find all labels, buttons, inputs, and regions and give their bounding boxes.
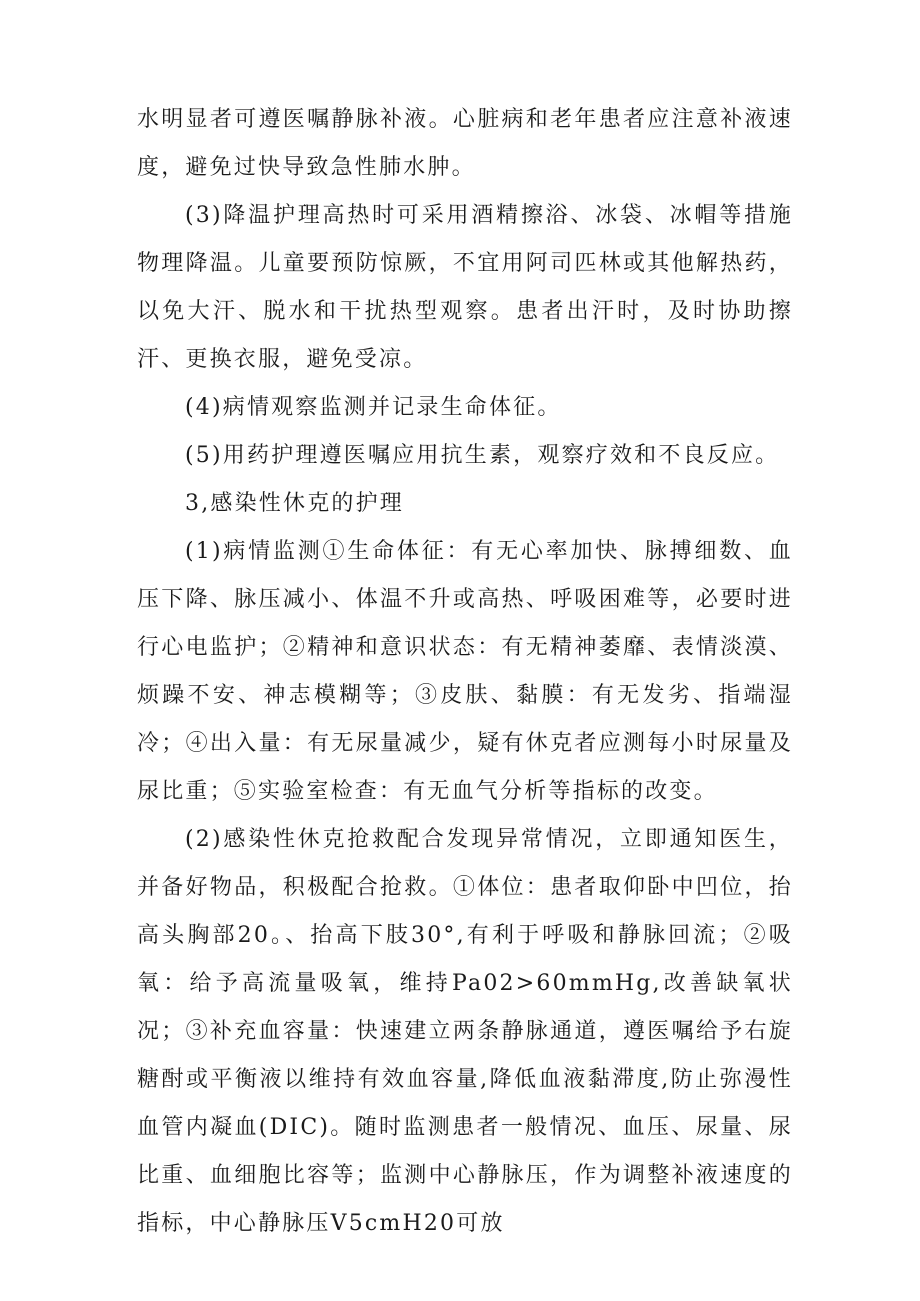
document-body [137,96,793,1248]
paragraph-condition-monitoring: (1)病情监测①生命体征：有无心率加快、脉搏细数、血压下降、脉压减小、体温不升或高热、呼吸困难等，必要时进行心电监护；②精神和意识状态：有无精神萎靡、表情淡漠、烦躁不安、神志模糊等；③皮肤、黏膜：有无发劣、指端湿冷；④出入量：有无尿量减少，疑有休克者应测每小时尿量及尿比重；⑤实验室检查：有无血气分析等指标的改变。 [137,539,793,804]
paragraph-fluid-continuation: 水明显者可遵医嘱静脉补液。心脏病和老年患者应注意补液速度，避免过快导致急性肺水肿。 [137,107,793,180]
paragraph-medication-care: (5)用药护理遵医嘱应用抗生素，观察疗效和不良反应。 [185,443,780,468]
section-heading-septic-shock: 3,感染性休克的护理 [185,491,404,516]
paragraph-condition-observation: (4)病情观察监测并记录生命体征。 [185,395,562,420]
paragraph-shock-rescue: (2)感染性休克抢救配合发现异常情况，立即通知医生，并备好物品，积极配合抢救。①体位：患者取仰卧中凹位，抬高头胸部20。、抬高下肢30°,有利于呼吸和静脉回流；②吸氧：给予高流量吸氧，维持Pa02>60mmHg,改善缺氧状况；③补充血容量：快速建立两条静脉通道，遵医嘱给予右旋糖酎或平衡液以维持有效血容量,降低血液黏滞度,防止弥漫性血管内凝血(DIC)。随时监测患者一般情况、血压、尿量、尿比重、血细胞比容等；监测中心静脉压，作为调整补液速度的指标，中心静脉压V5cmH20可放 [137,827,793,1236]
paragraph-cooling-care: (3)降温护理高热时可采用酒精擦浴、冰袋、冰帽等措施物理降温。儿童要预防惊厥，不宜用阿司匹林或其他解热药，以免大汗、脱水和干扰热型观察。患者出汗时，及时协助擦汗、更换衣服，避免受凉。 [137,203,793,372]
